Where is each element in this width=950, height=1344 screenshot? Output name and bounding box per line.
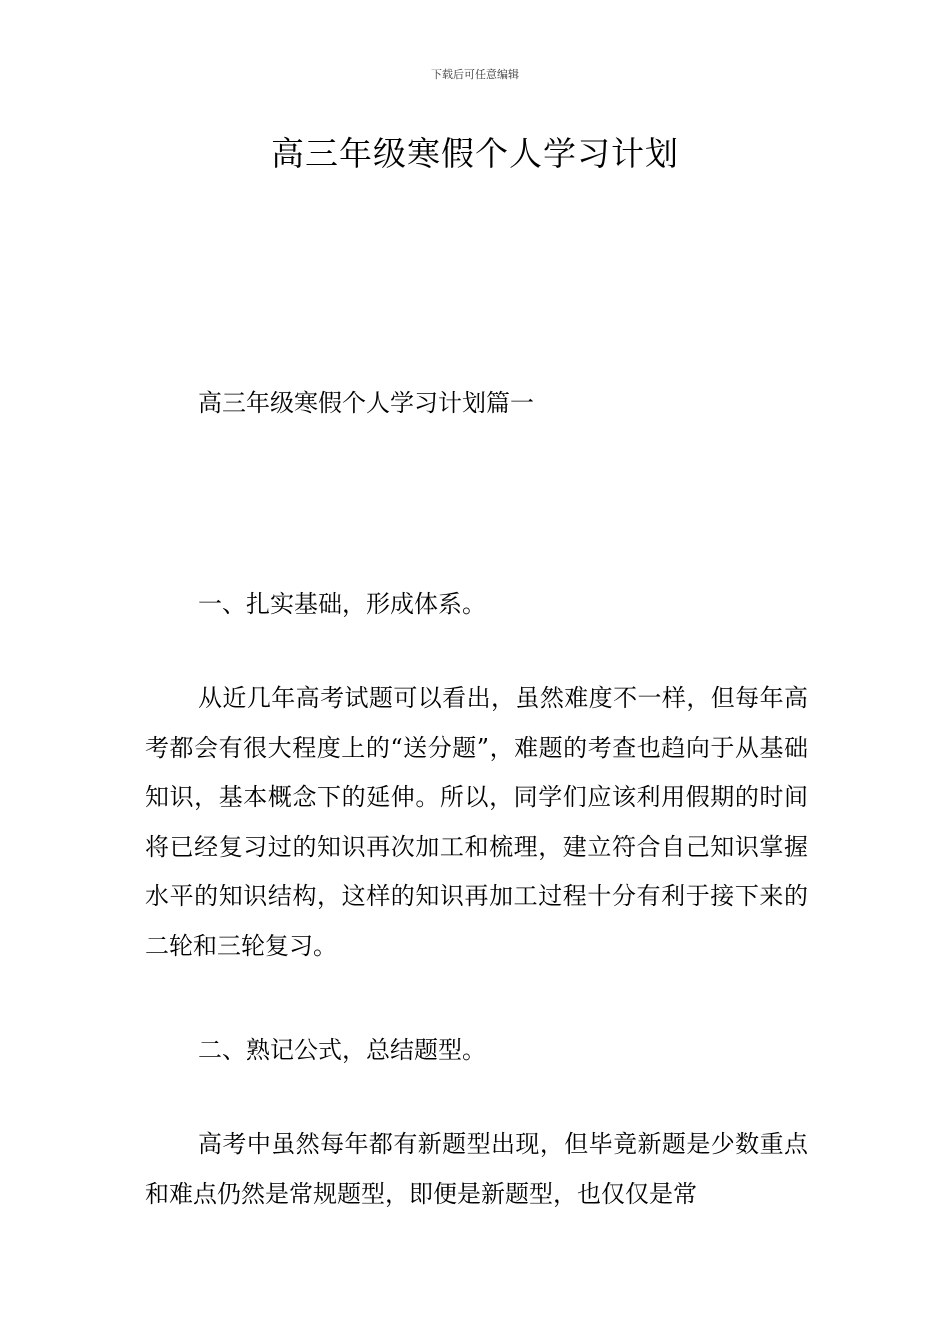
section-paragraph: 从近几年高考试题可以看出，虽然难度不一样，但每年高考都会有很大程度上的“送分题”，难题的考查也趋向于从基础知识，基本概念下的延伸。所以，同学们应该利用假期的时间将已经复习过的知识再次加工和梳理，建立符合自己知识掌握水平的知识结构，这样的知识再加工过程十分有利于接下来的二轮和三轮复习。: [145, 684, 808, 960]
document-subtitle: 高三年级寒假个人学习计划篇一: [198, 389, 534, 417]
section-paragraph: 高考中虽然每年都有新题型出现，但毕竟新题是少数重点和难点仍然是常规题型，即便是新题型，也仅仅是常: [145, 1130, 808, 1208]
section-heading: 二、熟记公式，总结题型。: [198, 1036, 486, 1064]
page-title: 高三年级寒假个人学习计划: [271, 134, 679, 173]
section-heading: 一、扎实基础，形成体系。: [198, 590, 486, 618]
header-note: 下载后可任意编辑: [431, 68, 519, 81]
